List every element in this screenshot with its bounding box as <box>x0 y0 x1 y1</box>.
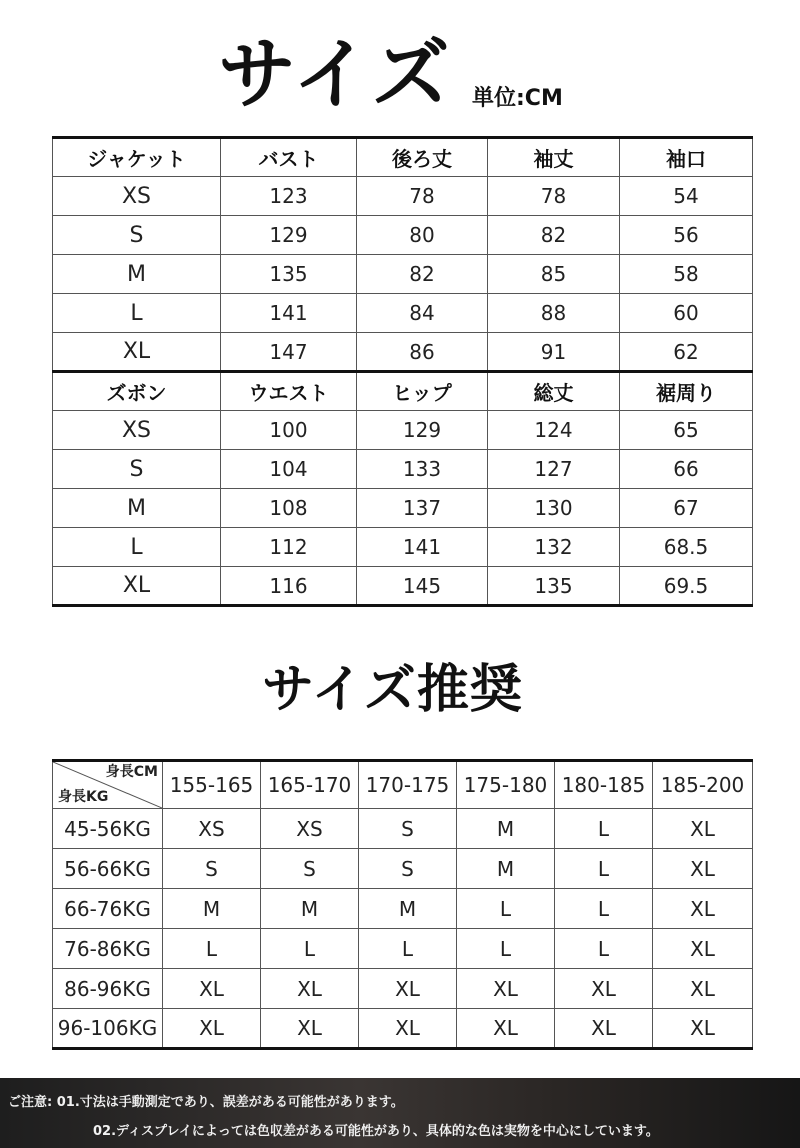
recommended-size-cell: L <box>163 929 261 969</box>
recommended-size-cell: XL <box>653 889 753 929</box>
measurement-cell: 88 <box>488 294 620 333</box>
table-row <box>53 1009 753 1049</box>
size-label: S <box>53 450 221 489</box>
table-row <box>53 450 753 489</box>
table-row <box>53 889 753 929</box>
table-row <box>53 849 753 889</box>
measurement-cell: 100 <box>221 411 357 450</box>
recommended-size-cell: XL <box>163 1009 261 1049</box>
notice-line-2: 02.ディスプレイによっては色収差がある可能性があり、具体的な色は実物を中心にしています。 <box>93 1124 659 1139</box>
recommended-size-cell: XS <box>163 809 261 849</box>
measurement-cell: 132 <box>488 528 620 567</box>
size-label: XS <box>53 411 221 450</box>
recommended-size-cell: S <box>261 849 359 889</box>
size-label: L <box>53 294 221 333</box>
recommend-title: サイズ推奨 <box>262 660 523 720</box>
table-row <box>53 411 753 450</box>
measurement-cell: 66 <box>620 450 753 489</box>
measurement-cell: 129 <box>221 216 357 255</box>
measurement-cell: 65 <box>620 411 753 450</box>
size-label: XS <box>53 177 221 216</box>
recommended-size-cell: M <box>359 889 457 929</box>
notice-banner <box>0 1078 800 1148</box>
measurement-cell: 108 <box>221 489 357 528</box>
size-label: M <box>53 489 221 528</box>
recommended-size-cell: XL <box>555 1009 653 1049</box>
weight-range-cell: 86-96KG <box>53 969 163 1009</box>
jacket-header-cell: ジャケット <box>53 138 221 177</box>
weight-range-cell: 45-56KG <box>53 809 163 849</box>
measurement-cell: 127 <box>488 450 620 489</box>
pants-header-cell: ヒップ <box>357 372 488 411</box>
measurement-cell: 91 <box>488 333 620 372</box>
size-label: XL <box>53 567 221 606</box>
table-row <box>53 969 753 1009</box>
measurement-cell: 145 <box>357 567 488 606</box>
corner-height-label: 身長CM <box>105 764 158 780</box>
pants-header-cell: 総丈 <box>488 372 620 411</box>
measurement-cell: 82 <box>357 255 488 294</box>
size-label: M <box>53 255 221 294</box>
table-row <box>53 489 753 528</box>
table-row <box>53 567 753 606</box>
measurement-cell: 68.5 <box>620 528 753 567</box>
recommended-size-cell: XS <box>261 809 359 849</box>
corner-weight-label: 身長KG <box>58 789 109 805</box>
measurement-cell: 84 <box>357 294 488 333</box>
recommended-size-cell: M <box>261 889 359 929</box>
recommended-size-cell: XL <box>555 969 653 1009</box>
measurement-cell: 116 <box>221 567 357 606</box>
unit-label: 単位:CM <box>472 86 563 111</box>
recommended-size-cell: S <box>359 849 457 889</box>
weight-range-cell: 56-66KG <box>53 849 163 889</box>
pants-header-cell: ウエスト <box>221 372 357 411</box>
recommended-size-cell: XL <box>261 1009 359 1049</box>
measurement-cell: 67 <box>620 489 753 528</box>
recommended-size-cell: L <box>555 929 653 969</box>
jacket-header-row <box>53 138 753 177</box>
pants-header-row <box>53 372 753 411</box>
table-row <box>53 216 753 255</box>
table-row <box>53 255 753 294</box>
recommended-size-cell: L <box>261 929 359 969</box>
measurement-cell: 123 <box>221 177 357 216</box>
measurement-cell: 129 <box>357 411 488 450</box>
measurement-cell: 78 <box>357 177 488 216</box>
measurement-cell: 141 <box>221 294 357 333</box>
measurement-cell: 141 <box>357 528 488 567</box>
height-range-header: 155-165 <box>163 761 261 809</box>
jacket-header-cell: 袖口 <box>620 138 753 177</box>
measurement-cell: 124 <box>488 411 620 450</box>
height-range-header: 170-175 <box>359 761 457 809</box>
size-label: L <box>53 528 221 567</box>
recommended-size-cell: XL <box>457 969 555 1009</box>
measurement-cell: 58 <box>620 255 753 294</box>
measurement-cell: 54 <box>620 177 753 216</box>
recommended-size-cell: L <box>359 929 457 969</box>
pants-header-cell: 裾周り <box>620 372 753 411</box>
measurement-cell: 135 <box>488 567 620 606</box>
height-header-row <box>53 761 753 809</box>
table-row <box>53 333 753 372</box>
measurement-cell: 56 <box>620 216 753 255</box>
jacket-header-cell: 後ろ丈 <box>357 138 488 177</box>
measurement-cell: 135 <box>221 255 357 294</box>
measurement-cell: 69.5 <box>620 567 753 606</box>
measurement-cell: 62 <box>620 333 753 372</box>
recommended-size-cell: XL <box>359 969 457 1009</box>
recommended-size-cell: XL <box>653 809 753 849</box>
size-label: XL <box>53 333 221 372</box>
recommended-size-cell: XL <box>653 849 753 889</box>
table-row <box>53 177 753 216</box>
recommend-table <box>52 759 753 1050</box>
measurement-cell: 82 <box>488 216 620 255</box>
measurement-cell: 78 <box>488 177 620 216</box>
jacket-header-cell: 袖丈 <box>488 138 620 177</box>
weight-range-cell: 76-86KG <box>53 929 163 969</box>
weight-range-cell: 96-106KG <box>53 1009 163 1049</box>
measurement-cell: 130 <box>488 489 620 528</box>
measurement-cell: 86 <box>357 333 488 372</box>
corner-header-cell <box>53 761 163 809</box>
measurement-cell: 133 <box>357 450 488 489</box>
measurement-cell: 60 <box>620 294 753 333</box>
recommended-size-cell: M <box>457 809 555 849</box>
recommended-size-cell: L <box>555 889 653 929</box>
height-range-header: 180-185 <box>555 761 653 809</box>
recommended-size-cell: S <box>163 849 261 889</box>
recommended-size-cell: XL <box>457 1009 555 1049</box>
measurement-cell: 137 <box>357 489 488 528</box>
weight-range-cell: 66-76KG <box>53 889 163 929</box>
height-range-header: 165-170 <box>261 761 359 809</box>
recommended-size-cell: XL <box>261 969 359 1009</box>
height-range-header: 175-180 <box>457 761 555 809</box>
recommended-size-cell: XL <box>359 1009 457 1049</box>
measurement-cell: 85 <box>488 255 620 294</box>
recommended-size-cell: XL <box>653 1009 753 1049</box>
table-row <box>53 528 753 567</box>
jacket-header-cell: バスト <box>221 138 357 177</box>
recommended-size-cell: L <box>457 929 555 969</box>
recommended-size-cell: XL <box>653 969 753 1009</box>
measurement-cell: 80 <box>357 216 488 255</box>
table-row <box>53 294 753 333</box>
notice-line-1: ご注意: 01.寸法は手動測定であり、誤差がある可能性があります。 <box>8 1095 404 1110</box>
recommended-size-cell: XL <box>163 969 261 1009</box>
measurement-cell: 112 <box>221 528 357 567</box>
recommended-size-cell: M <box>457 849 555 889</box>
recommended-size-cell: L <box>457 889 555 929</box>
size-table <box>52 136 753 607</box>
recommended-size-cell: L <box>555 809 653 849</box>
pants-header-cell: ズボン <box>53 372 221 411</box>
recommended-size-cell: M <box>163 889 261 929</box>
recommended-size-cell: XL <box>653 929 753 969</box>
size-label: S <box>53 216 221 255</box>
table-row <box>53 809 753 849</box>
measurement-cell: 104 <box>221 450 357 489</box>
recommended-size-cell: L <box>555 849 653 889</box>
recommended-size-cell: S <box>359 809 457 849</box>
table-row <box>53 929 753 969</box>
page-title: サイズ <box>218 30 452 120</box>
height-range-header: 185-200 <box>653 761 753 809</box>
measurement-cell: 147 <box>221 333 357 372</box>
